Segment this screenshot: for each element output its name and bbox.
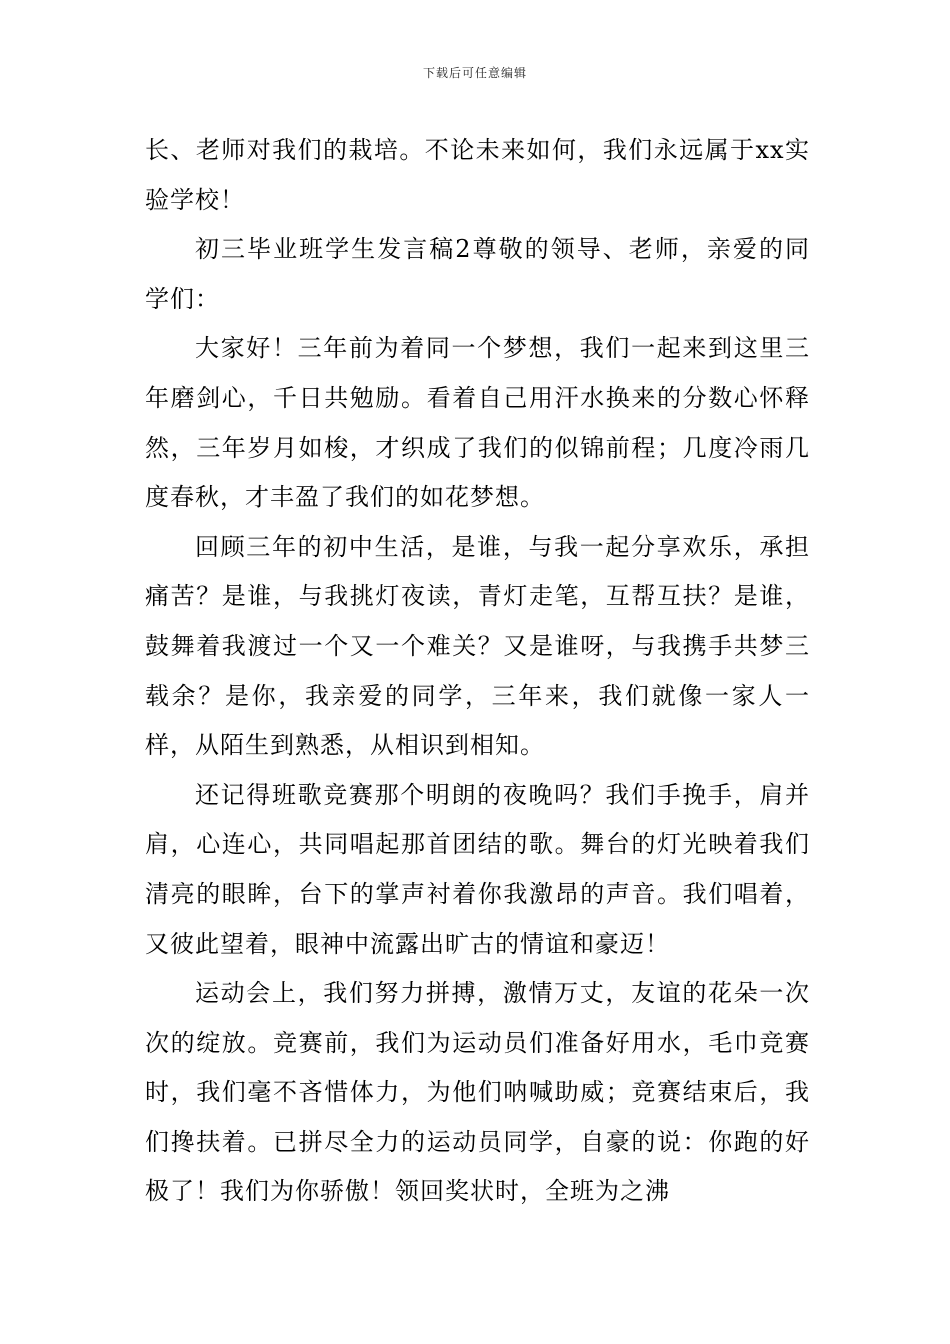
paragraph: 初三毕业班学生发言稿2尊敬的领导、老师，亲爱的同学们： xyxy=(145,235,810,313)
paragraph: 回顾三年的初中生活，是谁，与我一起分享欢乐，承担痛苦？是谁，与我挑灯夜读，青灯走笔，互帮互扶？是谁，鼓舞着我渡过一个又一个难关？又是谁呀，与我携手共梦三载余？是你，我亲爱的同学，三年来，我们就像一家人一样，从陌生到熟悉，从相识到相知。 xyxy=(145,532,810,760)
paragraph: 大家好！三年前为着同一个梦想，我们一起来到这里三年磨剑心，千日共勉励。看着自己用汗水换来的分数心怀释然，三年岁月如梭，才织成了我们的似锦前程；几度冷雨几度春秋，才丰盈了我们的如花梦想。 xyxy=(145,334,810,512)
page-header: 下载后可任意编辑 xyxy=(422,66,527,80)
paragraph: 运动会上，我们努力拼搏，激情万丈，友谊的花朵一次次的绽放。竞赛前，我们为运动员们准备好用水，毛巾竞赛时，我们毫不吝惜体力，为他们呐喊助威；竞赛结束后，我们搀扶着。已拼尽全力的运动员同学，自豪的说：你跑的好极了！我们为你骄傲！领回奖状时，全班为之沸 xyxy=(145,979,810,1206)
paragraph: 长、老师对我们的栽培。不论未来如何，我们永远属于xx实验学校！ xyxy=(145,136,810,214)
document-body xyxy=(145,126,810,1217)
paragraph: 还记得班歌竞赛那个明朗的夜晚吗？我们手挽手，肩并肩，心连心，共同唱起那首团结的歌。舞台的灯光映着我们清亮的眼眸，台下的掌声衬着你我激昂的声音。我们唱着，又彼此望着，眼神中流露出旷古的情谊和豪迈！ xyxy=(145,780,810,958)
